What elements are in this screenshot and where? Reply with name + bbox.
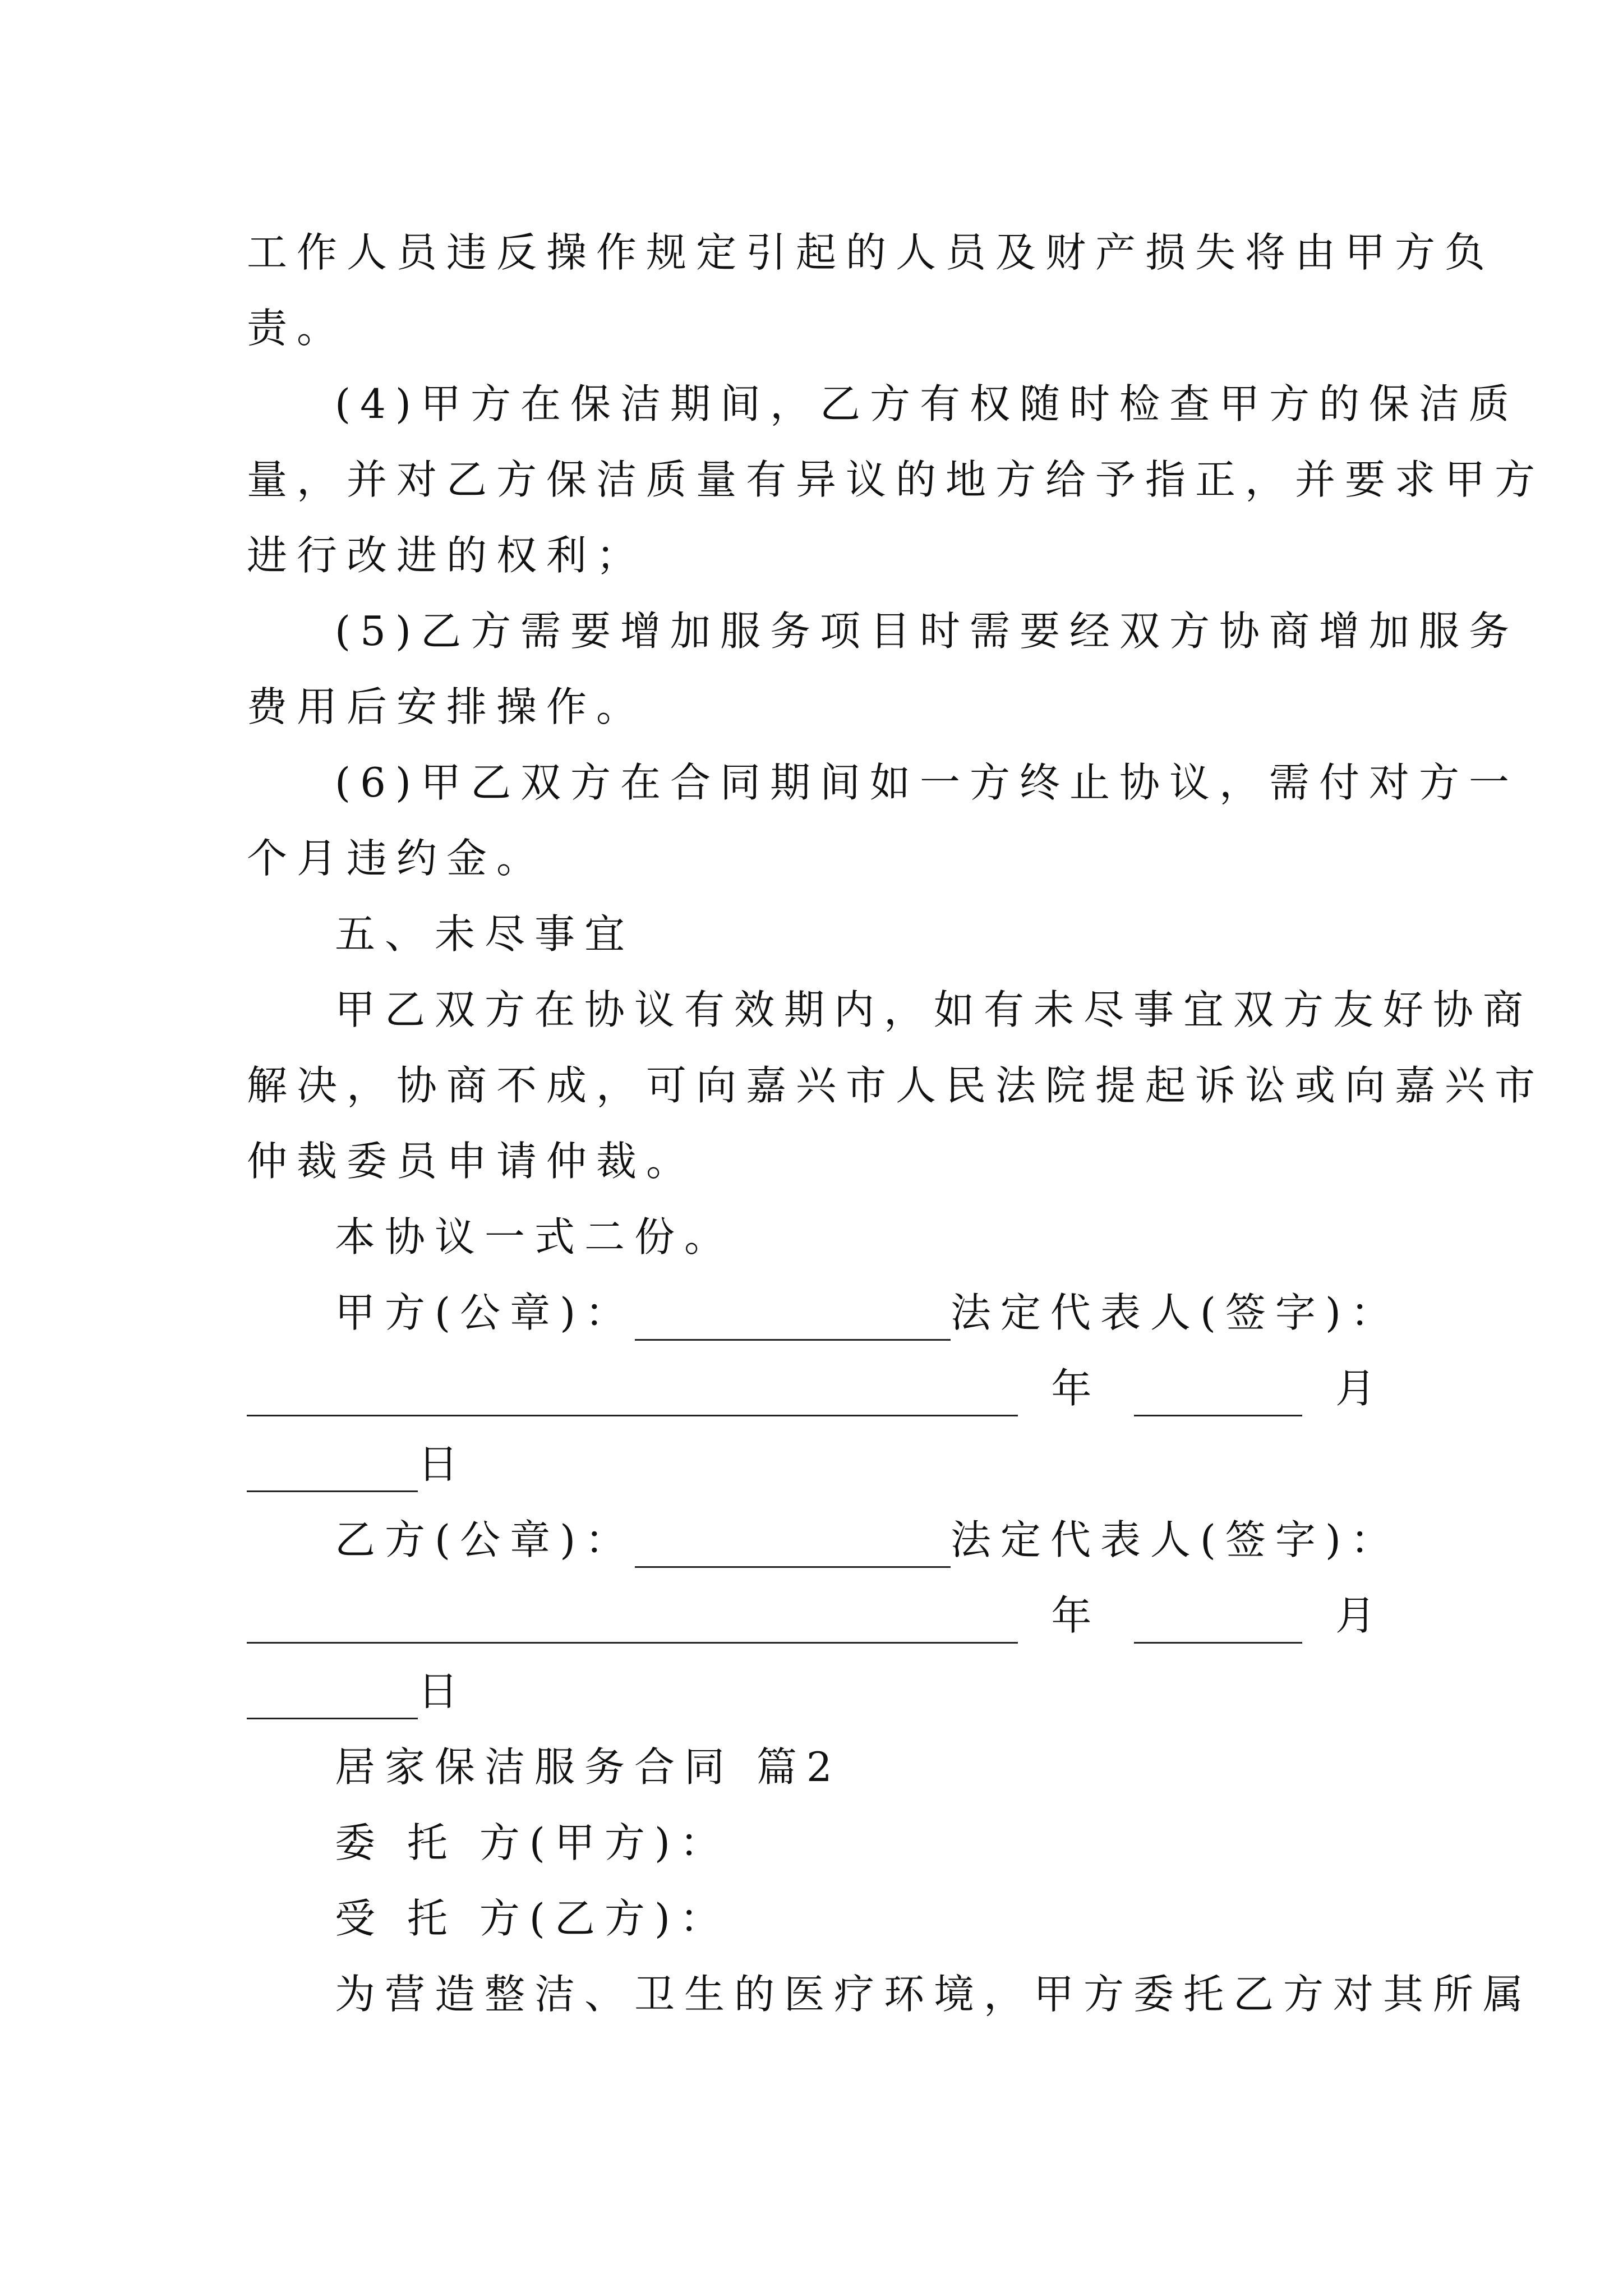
party-b-month-blank — [1134, 1598, 1302, 1644]
paragraph-line: 个月违约金。 — [247, 835, 547, 882]
party-b-day-label: 日 — [418, 1668, 468, 1715]
party-b-year-label: 年 — [1051, 1592, 1101, 1639]
client-label: 委 托 方(甲方)： — [335, 1819, 730, 1866]
paragraph-line: 甲乙双方在协议有效期内，如有未尽事宜双方友好协商 — [335, 986, 1533, 1033]
paragraph-line: 本协议一式二份。 — [335, 1213, 735, 1260]
paragraph-line: 量，并对乙方保洁质量有异议的地方给予指正，并要求甲方 — [247, 456, 1545, 503]
party-a-seal-blank — [635, 1295, 951, 1341]
party-b-date-row — [247, 1588, 1385, 1644]
paragraph-line: 为营造整洁、卫生的医疗环境，甲方委托乙方对其所属 — [335, 1971, 1533, 2018]
contractor-label: 受 托 方(乙方)： — [335, 1895, 730, 1942]
paragraph-line: (4)甲方在保洁期间，乙方有权随时检查甲方的保洁质 — [335, 380, 1519, 427]
party-a-month-label: 月 — [1335, 1365, 1386, 1412]
party-a-seal-label: 甲方(公章)： — [335, 1289, 635, 1336]
party-b-month-label: 月 — [1335, 1592, 1386, 1639]
party-b-rep-blank — [247, 1598, 1018, 1644]
party-b-seal-label: 乙方(公章)： — [335, 1516, 635, 1563]
paragraph-line: 仲裁委员申请仲裁。 — [247, 1138, 697, 1185]
party-b-rep-label: 法定代表人(签字)： — [950, 1516, 1400, 1563]
paragraph-line: 进行改进的权利； — [247, 532, 647, 579]
party-a-signature-row — [335, 1285, 1400, 1341]
paragraph-line: (6)甲乙双方在合同期间如一方终止协议，需付对方一 — [335, 759, 1519, 806]
party-b-signature-row — [335, 1512, 1400, 1568]
party-a-year-label: 年 — [1051, 1365, 1101, 1412]
section-heading: 五、未尽事宜 — [335, 910, 635, 958]
section-2-heading: 居家保洁服务合同 篇2 — [335, 1743, 842, 1791]
party-b-seal-blank — [635, 1522, 951, 1568]
party-a-month-blank — [1134, 1371, 1302, 1416]
party-a-day-label: 日 — [418, 1441, 468, 1488]
party-a-rep-blank — [247, 1371, 1018, 1416]
party-a-day-blank — [247, 1447, 418, 1492]
party-a-rep-label: 法定代表人(签字)： — [950, 1289, 1400, 1336]
party-b-day-blank — [247, 1674, 418, 1719]
party-a-date-row — [247, 1360, 1385, 1416]
paragraph-line: 责。 — [247, 305, 347, 352]
party-b-day-row — [247, 1663, 1385, 1719]
party-a-day-row — [247, 1436, 1385, 1492]
paragraph-line: 工作人员违反操作规定引起的人员及财产损失将由甲方负 — [247, 229, 1495, 276]
paragraph-line: 解决，协商不成，可向嘉兴市人民法院提起诉讼或向嘉兴市 — [247, 1062, 1545, 1109]
paragraph-line: (5)乙方需要增加服务项目时需要经双方协商增加服务 — [335, 608, 1519, 655]
paragraph-line: 费用后安排操作。 — [247, 683, 647, 730]
